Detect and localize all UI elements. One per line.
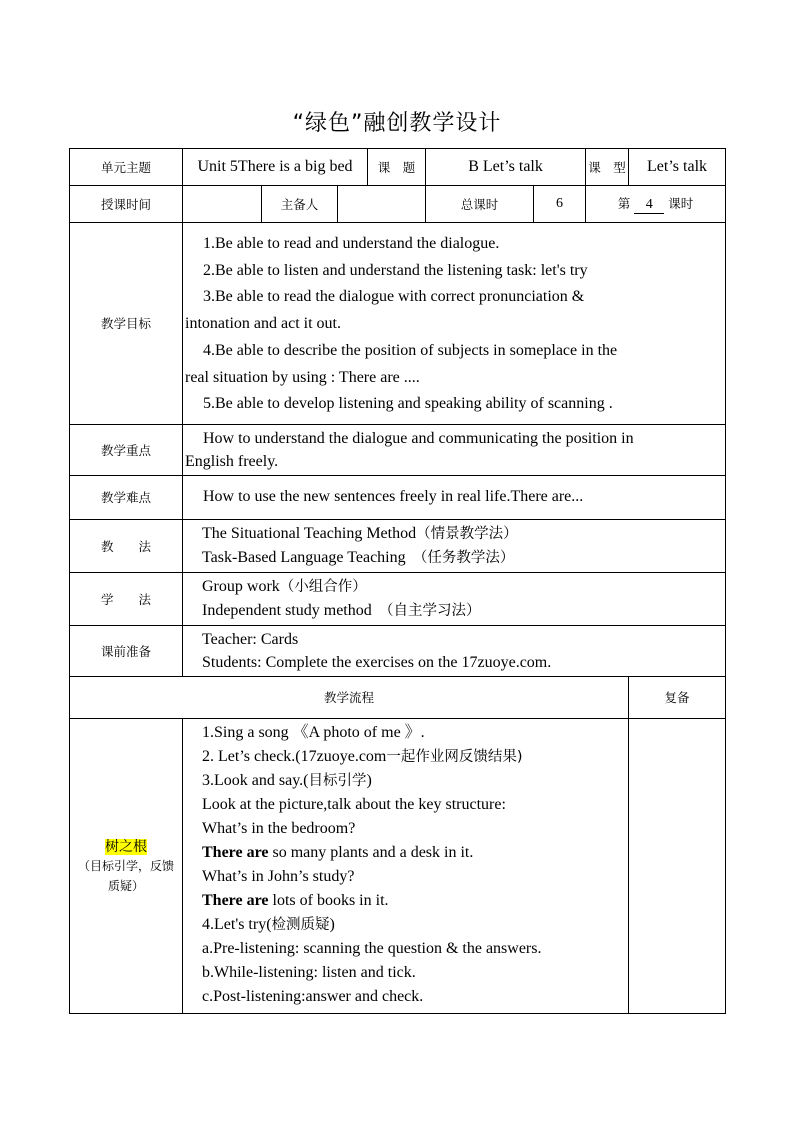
type-label: 课 型 <box>586 149 629 186</box>
type-value: Let’s talk <box>629 149 726 186</box>
preparer-value <box>338 186 426 223</box>
difficulties-label: 教学难点 <box>70 475 183 519</box>
difficulties-content: How to use the new sentences freely in real life.There are... <box>183 475 726 519</box>
bold-text: There are <box>202 843 269 861</box>
method-zh: （自主学习法） <box>371 602 481 619</box>
process-line: 1.Sing a song 《A photo of me 》. <box>202 723 425 741</box>
line-text: 4.Let's try( <box>202 915 272 933</box>
preparation-line: Teacher: Cards <box>202 630 299 648</box>
learning-method-line <box>202 575 719 599</box>
row-tree-root <box>70 718 726 1013</box>
method-zh: （情景教学法） <box>416 525 518 542</box>
method-en: The Situational Teaching Method <box>202 524 417 542</box>
process-line <box>202 769 622 793</box>
row-difficulties <box>70 475 726 519</box>
process-line: What’s in the bedroom? <box>202 819 356 837</box>
process-line: a.Pre-listening: scanning the question & the answers. <box>202 939 542 957</box>
method-en: Group work <box>202 577 280 595</box>
teaching-method-content <box>183 519 726 572</box>
total-lessons-label: 总课时 <box>426 186 534 223</box>
total-lessons-value: 6 <box>534 186 586 223</box>
lesson-suffix: 课时 <box>668 196 694 211</box>
tree-root-label: 树之根 <box>105 838 147 855</box>
learning-method-line <box>202 599 719 623</box>
teaching-method-label: 教 法 <box>70 519 183 572</box>
line-text: ) <box>366 771 372 789</box>
process-line <box>202 745 622 769</box>
goal-line: 1.Be able to read and understand the dialogue. <box>203 235 500 252</box>
page-title: “绿色”融创教学设计 <box>292 111 502 136</box>
learning-method-content <box>183 572 726 625</box>
row-goals <box>70 223 726 425</box>
line-text-zh: 检测质疑 <box>271 916 330 933</box>
time-value <box>183 186 262 223</box>
key-point-line: How to understand the dialogue and communicating the position in <box>203 429 634 447</box>
learning-method-label: 学 法 <box>70 572 183 625</box>
row-learning-method <box>70 572 726 625</box>
goals-content <box>183 223 726 425</box>
method-zh: （任务教学法） <box>405 549 515 566</box>
line-text-zh: 目标引学 <box>308 772 367 789</box>
lesson-number-cell <box>586 186 726 223</box>
goal-line: 4.Be able to describe the position of subjects in someplace in the <box>203 341 618 359</box>
time-label: 授课时间 <box>70 186 183 223</box>
method-zh: （小组合作） <box>279 578 367 595</box>
line-text: so many plants and a desk in it. <box>268 843 474 861</box>
method-en: Independent study method <box>202 601 372 619</box>
process-line: Look at the picture,talk about the key structure: <box>202 795 506 813</box>
teaching-method-line <box>202 522 719 546</box>
teaching-method-line <box>202 546 719 570</box>
goal-line: intonation and act it out. <box>185 315 341 333</box>
process-line: What’s in John’s study? <box>202 867 355 885</box>
bold-text: There are <box>202 891 269 909</box>
process-line: b.While-listening: listen and tick. <box>202 963 416 981</box>
lesson-number: 4 <box>634 197 664 214</box>
line-text-zh: 一起作业网反馈结果) <box>386 748 523 765</box>
line-text: 2. Let’s check.(17zuoye.com <box>202 747 387 765</box>
review-cell <box>629 718 726 1013</box>
review-header: 复备 <box>629 676 726 718</box>
row-preparation <box>70 625 726 676</box>
tree-root-label-cell <box>70 718 183 1013</box>
topic-label: 课 题 <box>368 149 426 186</box>
row-process-header <box>70 676 726 718</box>
flow-header: 教学流程 <box>70 676 629 718</box>
line-text: lots of books in it. <box>268 891 389 909</box>
key-point-line: English freely. <box>185 452 279 470</box>
row-schedule <box>70 186 726 223</box>
lesson-plan-table <box>69 148 726 1014</box>
tree-root-content <box>183 718 629 1013</box>
preparer-label: 主备人 <box>262 186 338 223</box>
process-line <box>202 841 622 865</box>
key-points-label: 教学重点 <box>70 424 183 475</box>
goal-line: 5.Be able to develop listening and speaking ability of scanning . <box>203 395 613 413</box>
row-teaching-method <box>70 519 726 572</box>
preparation-label: 课前准备 <box>70 625 183 676</box>
goal-line: 2.Be able to listen and understand the listening task: let's try <box>203 261 588 279</box>
process-line <box>202 913 622 937</box>
unit-value: Unit 5There is a big bed <box>183 149 368 186</box>
goals-label: 教学目标 <box>70 223 183 425</box>
tree-root-sub: （目标引学，反馈质疑） <box>77 858 174 893</box>
unit-label: 单元主题 <box>70 149 183 186</box>
goal-line: 3.Be able to read the dialogue with correct pronunciation & <box>203 288 585 306</box>
preparation-content <box>183 625 726 676</box>
preparation-line: Students: Complete the exercises on the 17zuoye.com. <box>202 653 552 671</box>
row-unit <box>70 149 726 186</box>
method-en: Task-Based Language Teaching <box>202 548 406 566</box>
process-line <box>202 889 622 913</box>
row-key-points <box>70 424 726 475</box>
line-text: 3.Look and say.( <box>202 771 309 789</box>
process-line: c.Post-listening:answer and check. <box>202 987 424 1005</box>
lesson-prefix: 第 <box>617 196 631 211</box>
line-text: ) <box>329 915 335 933</box>
topic-value: B Let’s talk <box>426 149 586 186</box>
goal-line: real situation by using : There are .... <box>185 368 420 386</box>
key-points-content <box>183 424 726 475</box>
